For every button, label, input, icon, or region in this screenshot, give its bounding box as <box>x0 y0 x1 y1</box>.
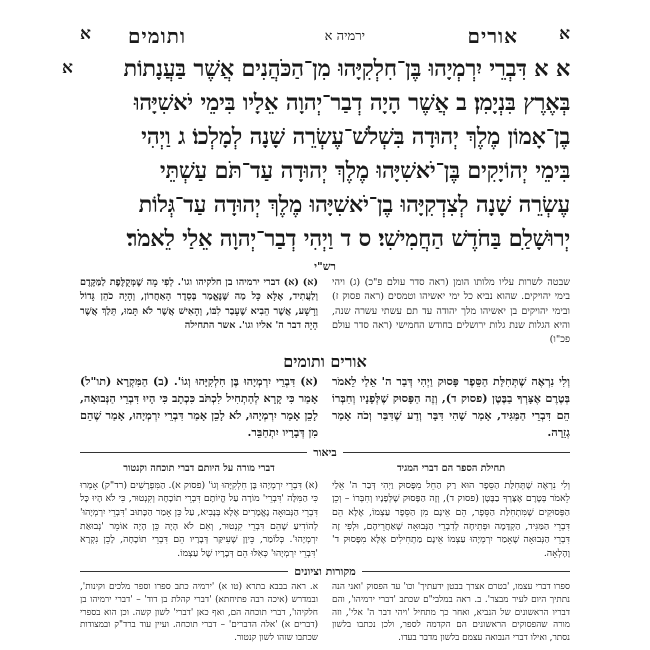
verse-line: עֶשְׂרֵה שָׁנָה לְצִדְקִיָּהוּ בֶן־יֹאשִׁיָּהוּ מֶלֶךְ יְהוּדָה עַד־גְּלוֹת <box>138 192 570 218</box>
header-chapter-letter-left: א <box>80 24 91 44</box>
urim-left-column: וְלִי נִרְאֶה שֶׁתְּחִלַּת הַסֵּפֶר פָּסוּק וַיְהִי דְּבַר ה' אֵלַי לֵאמֹר בְּטֶרֶם אֶצָּרְךָ בַבֶּטֶן (פסוק ד), וְזֶה הַפָּסוּק שֶׁלְּפָנָיו וְחִבְּרוֹ הֵם דִּבְרֵי הַמַּגִּיד, אָמַר שָׁהִי דִּבָּר וְדַע שֶׁדִּבַּר וְכֹה אָמַר גְזֵרָה. <box>332 374 570 440</box>
sources-section <box>80 581 570 644</box>
header-chapter-label: ירמיה א <box>324 29 365 44</box>
biur-right-column <box>80 462 318 560</box>
rashi-left-column: שבטה לשרות עליו מלותו הומן (ראה סדר עולם פ"כ) (ג) ויהי בימי יהויקים. שהוא נביא כל ימי יאשיהו וטמסים (ראה פסוק ז) ובימי יהויקים בן יאשיהו מלך יהודה עד תם עשתי עשרה שנה, והיא הגלות שנת גלות ירושלים בחודש החמישי (ראה סדר עולם פכ"ו) <box>332 277 570 346</box>
verse-line: בְּאֶרֶץ בִּנְיָמִן׃ ב אֲשֶׁר הָיָה דְבַר־יְהוָה אֵלָיו בִּימֵי יֹאשִׁיָּהוּ <box>133 90 570 116</box>
sources-divider <box>80 565 570 578</box>
verse-line: בִּימֵי יְהוֹיָקִים בֶּן־יֹאשִׁיָּהוּ מֶלֶךְ יְהוּדָה עַד־תֹּם עַשְׁתֵּי <box>159 158 570 184</box>
urim-heading: אורים ותומים <box>283 352 367 372</box>
divider-line <box>80 452 307 453</box>
scripture-text <box>80 52 570 256</box>
sources-left-column: ספרו דברי עצמו, 'בטרם אצרך בבטן ידעתיך' וכו' עד הפסוק 'ואני הנה נתתיך היום לעיר מבצר'. ב. ראה במלבי"ם שכתב 'דברי ירמיהו', והם דבריו הראשונים של הנביא, ואחר כך מתחיל 'ויהי דבר ה' אלי', וזה מורה שהפסוקים הראשונים הם הקדמה לספר, ולכן נכתבו בלשון נסתר, ואילו דברי הנבואה עצמם בלשון מדבר בעדו. <box>332 582 570 643</box>
rashi-heading: רש"י <box>314 260 336 273</box>
urim-section <box>80 373 570 441</box>
verse-line: א א דִּבְרֵי יִרְמְיָהוּ בֶּן־חִלְקִיָּהוּ מִן־הַכֹּהֲנִים אֲשֶׁר בַּעֲנָתוֹת <box>123 56 570 82</box>
divider-line <box>362 571 570 572</box>
biur-left-column <box>332 462 570 560</box>
biur-left-heading: תחילת הספר הם דברי המגיד <box>396 463 506 475</box>
header-title-left: ותומים <box>128 24 187 48</box>
verse-line: יְרוּשָׁלַ‍ִם בַּחֹדֶשׁ הַחֲמִישִׁי׃ ס ד וַיְהִי דְבַר־יְהוָה אֵלַי לֵאמֹר׃ <box>126 226 570 252</box>
biur-left-text: וְלִי נִרְאֶה שֶׁתְּחִלַּת הַסֵּפֶר הוּא רַק הַחֵל מִפָּסוּק וַיְהִי דְּבַר ה' אֵלַי לֵאמֹר בְּטֶרֶם אֶצָּרְךָ בַבֶּטֶן (פסוק ד), וְזֶה הַפָּסוּק שֶׁלְּפָנָיו וְחִבְּרוֹ – וְכֵן הַפְּסוּקִים שֶׁמִּתְחִלַּת הַסֵּפֶר, הֵם אֵינָם מִן הַסֵּפֶר עַצְמוֹ, אֶלָּא הֵם דִּבְרֵי הַמַּגִּיד, הַקְדָּמָה וּפְתִיחָה לְדִבְרֵי הַנְּבוּאָה שֶׁאַחֲרֵיהֶם, וּלְפִי זֶה דִּבְרֵי הַנְּבוּאָה שֶׁאָמַר יִרְמְיָהוּ עַצְמוֹ אֵינָם מַתְחִילִים אֶלָּא מִפָּסוּק ד' וָהָלְאָה. <box>332 479 570 559</box>
biur-divider <box>80 446 570 459</box>
biur-label: ביאור <box>313 446 337 460</box>
rashi-right-column: (א) (א) דברי ירמיהו בן חלקיהו וגו'. לְפִי מָה שֶׁמְּקֻלֶּפֶת לַמַּקֶּדֶם וְלַעֲתִיד, אֶלָּא כָּל מַה שֶּׁנֶּאֱמַר בְּסֵדֶר הָאַחֲרוֹן, וְהָיָה כֹהֵן גָּדוֹל וְרָשָׁע, אֲשֶׁר הֵבִיא שֶׁעָבַר לִבּוֹ, וְהָאִישׁ אֲשֶׁר לֹא תָּמוּ, תֵּלַךְ אֲשֶׁר הָיָה דבר ה' אליו וגו'. אשר התחילה <box>80 277 318 331</box>
header-title-right: אורים <box>467 24 518 48</box>
verse-margin-marker: א <box>62 58 73 78</box>
header-chapter-letter-right: א <box>559 24 570 44</box>
sources-label: מקורות וציונים <box>294 565 356 579</box>
biur-right-text: (א) דִּבְרֵי יִרְמְיָהוּ בֶּן חִלְקִיָּהוּ וְגוֹ' (פסוק א). הַמִּפְרָשִׁים (רד"ק) אָמְרוּ כִּי הַמִּלָּה 'דִּבְרֵי' מוֹרָה עַל הֱיוֹתָם דִּבְרֵי תוֹכָחָה וְקִנְטוּר, כִּי לֹא הָיוּ כָּל דִּבְרֵי הַנְּבוּאָה נֶאֱמָרִים אֶלָּא בְּנָבִיא, עַל כֵּן אָמַר הַכָּתוּב 'דִּבְרֵי יִרְמְיָהוּ' לְהוֹדִיעַ שֶׁהֵם דִּבְרֵי קִנְטוּר, וְאִם לֹא הָיָה כֵּן הָיָה אוֹמֵר 'נְבוּאַת יִרְמְיָהוּ'. כְּלוֹמַר, כֵּיוָן שֶׁעִיקַּר דְּבָרָיו הֵם דִּבְרֵי תוֹכָחָה, לָכֵן נִקְרָא 'דִּבְרֵי יִרְמְיָהוּ' כְּאִלּוּ הֵם דְּבָרָיו שֶׁל עַצְמוֹ. <box>80 479 318 559</box>
urim-right-column: (א) דִּבְרֵי יִרְמְיָהוּ בֶּן חִלְקִיָּהוּ וְגוֹ'. (ב) הַמִּקְרָא (תו"ל) אָמַר כִּי קָרָא לְהַתְחִיל לִכְתֹּב כִּכְתָב כִּי הָיוּ דִּבְרֵי הַנְּבוּאָה, לָכֵן אָמַר יִרְמְיָהוּ, לֹא לָכֵן אָמַר דִּבְרֵי יִרְמְיָהוּ, אָמַר שֶׁהֵם מִן דְּבָרָיו יִתְחַבֵּר. <box>80 374 318 440</box>
biur-section <box>80 462 570 560</box>
divider-line <box>343 452 570 453</box>
divider-line <box>80 571 288 572</box>
running-header <box>80 18 570 52</box>
verse-line: בֶן־אָמוֹן מֶלֶךְ יְהוּדָה בִּשְׁלֹשׁ־עֶשְׂרֵה שָׁנָה לְמָלְכוֹ׃ ג וַיְהִי <box>141 124 570 150</box>
sources-right-column: א. ראה בבבא בתרא (טו א) 'ירמיה כתב ספרו וספר מלכים וקינות', ובמדרש (איכה רבה פתיחתא) 'דברי קהלת בן דוד' – 'דברי ירמיהו בן חלקיהו', דברי תוכחה הם, ואף כאן 'דברי' לשון קשה. וכן הוא בספרי (דברים א) 'אלה הדברים' – דברי תוכחה. ועיין עוד ברד"ק ובמצודות שכתבו שזהו לשון קנטור. <box>80 582 318 643</box>
rashi-section <box>80 276 570 347</box>
biur-right-heading: דברי מורה על היותם דברי תוכחה וקנטור <box>123 463 275 475</box>
